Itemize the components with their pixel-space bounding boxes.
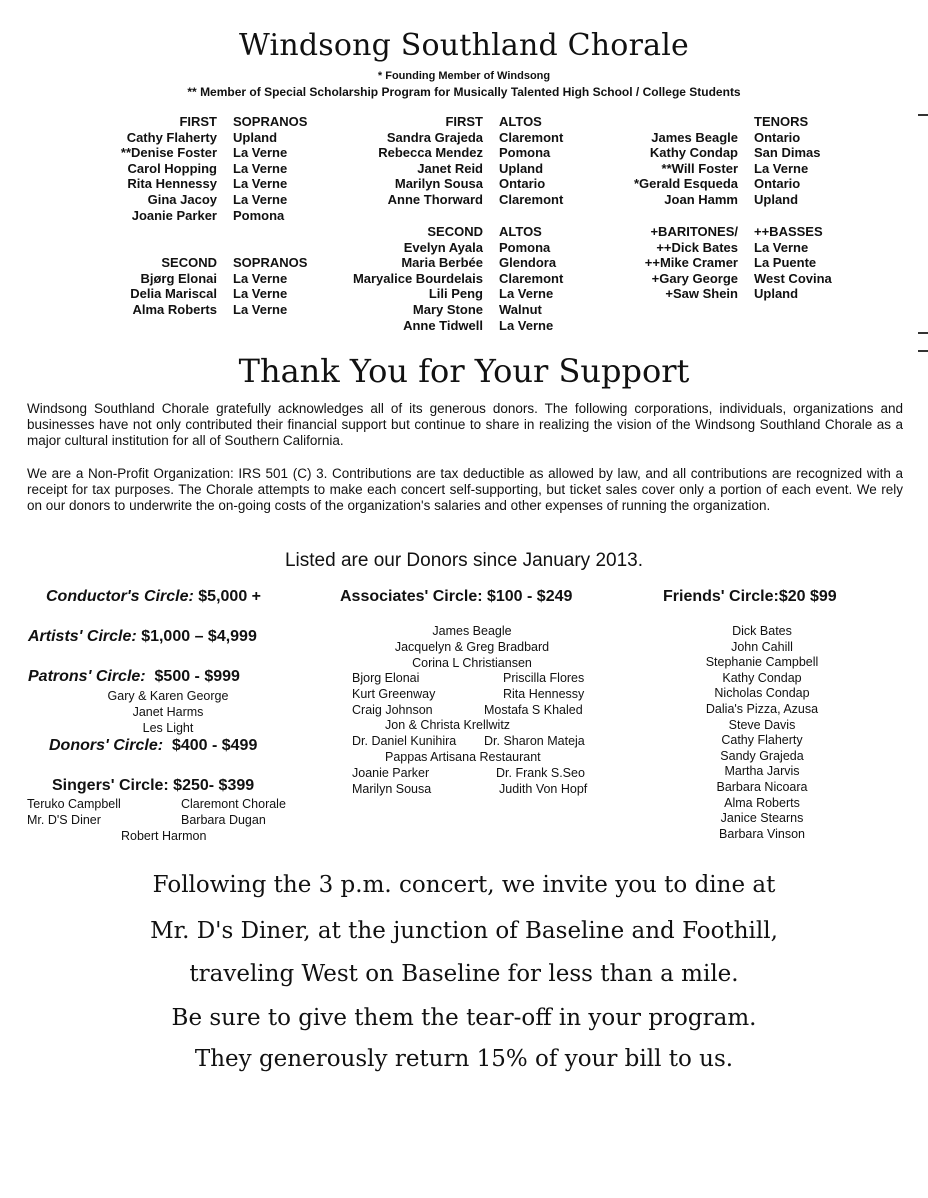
section-label: FIRST <box>445 114 483 129</box>
list-item: Dr. Frank S.Seo <box>496 766 585 780</box>
member-row <box>610 130 854 146</box>
singers-circle-heading: Singers' Circle: $250- $399 <box>52 777 255 794</box>
member-row <box>108 271 323 287</box>
list-item: Corina L Christiansen <box>412 656 532 670</box>
member-city: San Dimas <box>754 145 821 161</box>
member-name: Joanie Parker <box>131 207 217 223</box>
artists-circle-range: $1,000 – $4,999 <box>141 628 257 645</box>
member-city: Upland <box>754 191 799 207</box>
member-name: Anne Tidwell <box>403 317 483 333</box>
closing-line-5: They generously return 15% of your bill to us. <box>194 1046 734 1072</box>
member-city: West Covina <box>754 270 832 286</box>
member-name: Carol Hopping <box>127 160 217 176</box>
section-header <box>330 224 579 240</box>
member-city: La Verne <box>499 286 554 302</box>
member-city: Ontario <box>499 176 546 192</box>
member-row <box>610 192 854 208</box>
member-name: Maryalice Bourdelais <box>352 270 483 286</box>
member-row <box>330 286 579 302</box>
first-altos-group <box>330 114 579 208</box>
patrons-circle-heading <box>28 668 240 686</box>
member-city: Upland <box>499 160 544 176</box>
member-name: Rebecca Mendez <box>378 145 483 161</box>
member-city: Glendora <box>499 255 557 271</box>
member-city: La Verne <box>233 270 288 286</box>
conductors-circle-heading <box>46 588 261 606</box>
member-row <box>108 161 323 177</box>
member-row <box>108 302 323 318</box>
member-city: La Verne <box>499 317 554 333</box>
conductors-circle-name: Conductor's Circle: <box>46 588 194 605</box>
first-sopranos-group <box>108 114 323 223</box>
section-label: +BARITONES/ <box>650 224 738 239</box>
member-city: Ontario <box>754 129 801 145</box>
member-row <box>610 176 854 192</box>
second-sopranos-group <box>108 255 323 317</box>
member-row <box>330 192 579 208</box>
member-row <box>610 286 854 302</box>
member-name: Bjørg Elonai <box>140 270 217 286</box>
donors-circle-range: $400 - $499 <box>171 737 258 754</box>
member-row <box>610 255 854 271</box>
member-row <box>330 130 579 146</box>
member-name: **Will Foster <box>661 160 738 176</box>
member-name: Anne Thorward <box>387 191 483 207</box>
list-item: Steve Davis <box>728 717 796 732</box>
member-city: Upland <box>233 129 278 145</box>
list-item: Alma Roberts <box>724 795 800 810</box>
edge-mark <box>918 114 928 116</box>
patrons-circle-range: $500 - $999 <box>154 668 240 685</box>
list-item: Dick Bates <box>732 624 792 638</box>
member-row <box>610 161 854 177</box>
list-item: Priscilla Flores <box>503 671 585 685</box>
section-header <box>610 114 854 130</box>
list-item: Dalia's Pizza, Azusa <box>705 702 819 716</box>
member-city: La Verne <box>233 145 288 161</box>
section-label: FIRST <box>179 114 217 129</box>
list-item: Kurt Greenway <box>352 687 436 701</box>
artists-circle-heading <box>28 628 257 646</box>
section-label: SECOND <box>427 224 483 239</box>
section-header <box>330 114 579 130</box>
member-row <box>610 145 854 161</box>
member-name: Marilyn Sousa <box>394 176 483 192</box>
baritones-basses-group <box>610 224 854 302</box>
donors-circle-name: Donors' Circle: <box>49 737 164 754</box>
donors-circle-heading <box>49 737 257 755</box>
member-name: Mary Stone <box>412 301 483 317</box>
list-item: Dr. Sharon Mateja <box>484 734 585 748</box>
list-item: Gary & Karen George <box>107 689 229 703</box>
closing-line-3: traveling West on Baseline for less than a mile. <box>189 961 739 987</box>
member-name: Gina Jacoy <box>147 191 217 207</box>
list-item: Stephanie Campbell <box>705 655 819 670</box>
member-row <box>330 302 579 318</box>
section-header <box>610 224 854 240</box>
member-row <box>330 318 579 334</box>
section-name: ALTOS <box>499 114 542 129</box>
member-city: La Verne <box>754 239 809 255</box>
member-name: +Saw Shein <box>665 286 738 302</box>
member-city: La Verne <box>233 160 288 176</box>
member-name: James Beagle <box>651 129 738 145</box>
list-item: James Beagle <box>432 624 512 638</box>
donors-listed-heading: Listed are our Donors since January 2013. <box>284 550 644 571</box>
member-row <box>108 130 323 146</box>
associates-circle-heading: Associates' Circle: $100 - $249 <box>340 588 573 605</box>
list-item: John Cahill <box>731 639 793 654</box>
list-item: Kathy Condap <box>722 670 802 685</box>
list-item: Judith Von Hopf <box>499 782 588 796</box>
list-item: Martha Jarvis <box>724 764 800 779</box>
list-item: Bjorg Elonai <box>352 671 420 685</box>
member-name: Alma Roberts <box>132 301 217 317</box>
list-item: Jacquelyn & Greg Bradbard <box>394 640 550 654</box>
tenors-group <box>610 114 854 208</box>
section-name: TENORS <box>754 114 809 129</box>
section-name: SOPRANOS <box>233 255 308 270</box>
member-city: Claremont <box>499 129 564 145</box>
member-row <box>108 176 323 192</box>
list-item: Joanie Parker <box>352 766 430 780</box>
member-row <box>108 286 323 302</box>
member-name: Kathy Condap <box>649 145 738 161</box>
member-name: Evelyn Ayala <box>403 239 483 255</box>
member-row <box>330 271 579 287</box>
member-row <box>108 208 323 224</box>
edge-mark <box>918 350 928 352</box>
edge-mark <box>918 332 928 334</box>
section-header <box>108 255 323 271</box>
member-row <box>108 192 323 208</box>
list-item: Craig Johnson <box>352 703 433 717</box>
member-row <box>610 271 854 287</box>
member-city: Claremont <box>499 270 564 286</box>
second-altos-group <box>330 224 579 333</box>
member-name: Joan Hamm <box>664 191 738 207</box>
page-title: Windsong Southland Chorale <box>239 28 689 63</box>
section-name: ++BASSES <box>754 224 823 239</box>
member-name: **Denise Foster <box>120 145 217 161</box>
list-item: Barbara Vinson <box>719 826 805 841</box>
list-item: Barbara Nicoara <box>716 780 808 794</box>
friends-circle-heading: Friends' Circle:$20 $99 <box>663 588 837 605</box>
scholarship-note: ** Member of Special Scholarship Program for Musically Talented High School / College Students <box>187 85 741 99</box>
list-item: Nicholas Condap <box>714 686 810 701</box>
acknowledgement-paragraph: Windsong Southland Chorale gratefully acknowledges all of its generous donors. The following corporations, individuals, organizations and businesses have not only contributed their financial support but continue to share in realizing the vision of the Windsong Southland Chorale as a major cultural institution for all of Southern California. <box>27 401 903 448</box>
member-row <box>330 145 579 161</box>
member-city: La Verne <box>754 160 809 176</box>
member-city: Pomona <box>499 145 551 161</box>
list-item: Sandy Grajeda <box>720 748 804 763</box>
member-city: Walnut <box>499 301 542 317</box>
artists-circle-name: Artists' Circle: <box>28 628 137 645</box>
section-header <box>108 114 323 130</box>
patrons-circle-name: Patrons' Circle: <box>28 668 146 685</box>
list-item: Dr. Daniel Kunihira <box>352 734 457 748</box>
member-name: Janet Reid <box>417 160 483 176</box>
section-label <box>610 114 754 130</box>
closing-line-4: Be sure to give them the tear-off in your program. <box>171 1005 757 1031</box>
member-city: La Verne <box>233 176 288 192</box>
member-name: Lili Peng <box>428 286 483 302</box>
member-name: *Gerald Esqueda <box>633 176 738 192</box>
list-item: Claremont Chorale <box>181 797 286 811</box>
list-item: Pappas Artisana Restaurant <box>385 750 541 764</box>
member-name: Maria Berbée <box>401 255 483 271</box>
member-city: La Verne <box>233 191 288 207</box>
conductors-circle-range: $5,000 + <box>198 588 262 605</box>
list-item: Barbara Dugan <box>181 813 266 827</box>
member-city: La Verne <box>233 286 288 302</box>
list-item: Janet Harms <box>132 705 204 719</box>
section-label: SECOND <box>161 255 217 270</box>
section-name: SOPRANOS <box>233 114 308 129</box>
member-city: La Verne <box>233 301 288 317</box>
member-city: Ontario <box>754 176 801 192</box>
member-city: Upland <box>754 286 799 302</box>
member-row <box>330 255 579 271</box>
member-city: Pomona <box>499 239 551 255</box>
closing-line-1: Following the 3 p.m. concert, we invite you to dine at <box>152 872 776 898</box>
member-row <box>330 240 579 256</box>
list-item: Marilyn Sousa <box>352 782 432 796</box>
member-row <box>610 240 854 256</box>
closing-line-2: Mr. D's Diner, at the junction of Baseline and Foothill, <box>150 918 778 944</box>
list-item: Mr. D'S Diner <box>27 813 101 827</box>
member-name: Sandra Grajeda <box>386 129 483 145</box>
member-name: +Gary George <box>651 270 738 286</box>
thank-you-heading: Thank You for Your Support <box>238 352 690 390</box>
member-row <box>108 145 323 161</box>
member-row <box>330 161 579 177</box>
nonprofit-paragraph: We are a Non-Profit Organization: IRS 501 (C) 3. Contributions are tax deductible as allowed by law, and all contributions are recognized with a receipt for tax purposes. The Chorale attempts to make each concert self-supporting, but ticket sales cover only a portion of each event. We rely on our donors to underwrite the on-going costs of the organization's salaries and other expenses of running the organization. <box>27 466 903 513</box>
member-city: Pomona <box>233 207 285 223</box>
member-name: ++Dick Bates <box>656 239 738 255</box>
list-item: Janice Stearns <box>720 811 804 826</box>
member-row <box>330 176 579 192</box>
member-city: Claremont <box>499 191 564 207</box>
list-item: Robert Harmon <box>121 829 207 843</box>
member-name: ++Mike Cramer <box>644 255 738 271</box>
member-name: Cathy Flaherty <box>126 129 217 145</box>
section-name: ALTOS <box>499 224 542 239</box>
list-item: Jon & Christa Krellwitz <box>385 718 511 732</box>
member-name: Delia Mariscal <box>130 286 217 302</box>
list-item: Mostafa S Khaled <box>484 703 583 717</box>
list-item: Rita Hennessy <box>503 687 585 701</box>
list-item: Les Light <box>142 721 194 735</box>
member-name: Rita Hennessy <box>127 176 217 192</box>
list-item: Teruko Campbell <box>27 797 121 811</box>
list-item: Cathy Flaherty <box>721 733 803 748</box>
founding-member-note: * Founding Member of Windsong <box>377 70 551 82</box>
member-city: La Puente <box>754 255 817 271</box>
